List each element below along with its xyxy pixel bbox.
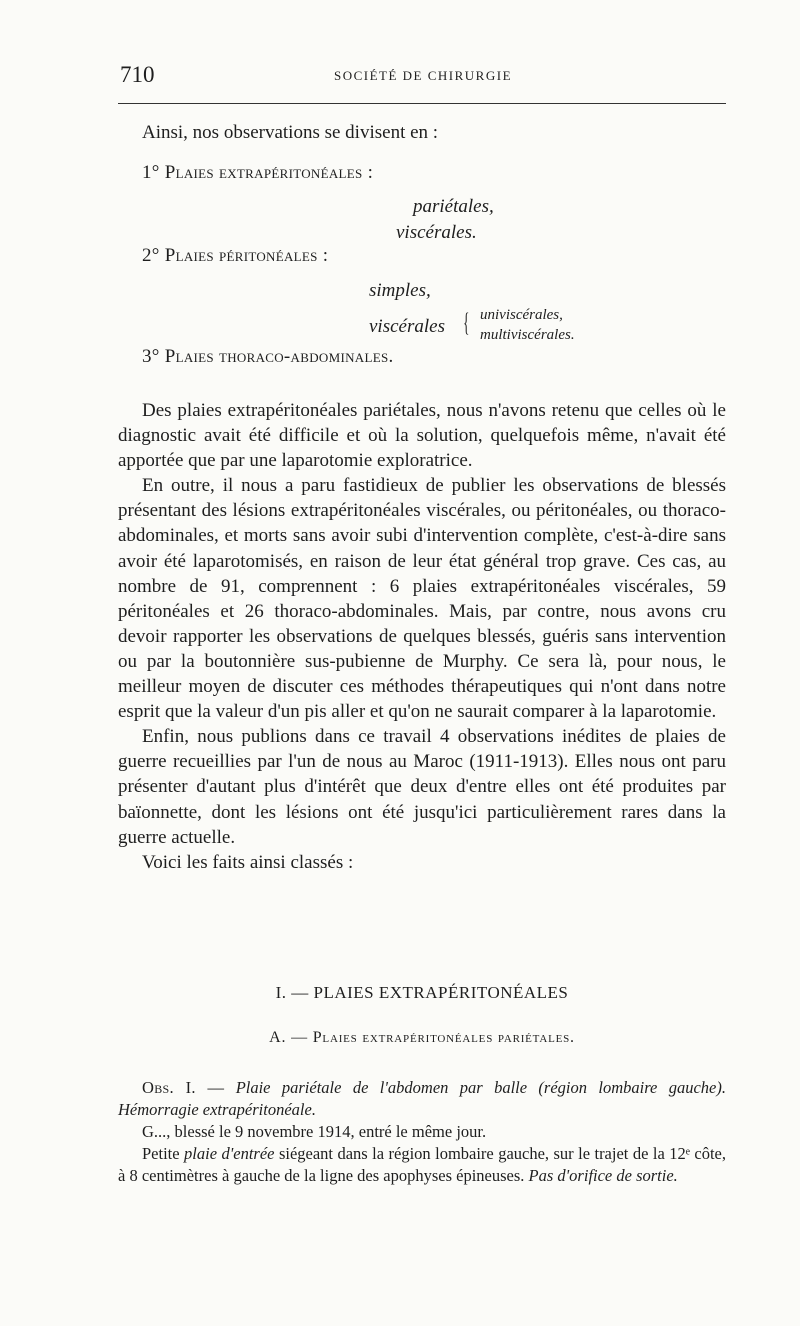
section-heading: I. — PLAIES EXTRAPÉRITONÉALES — [275, 983, 569, 1002]
paragraph-4: Voici les faits ainsi classés : — [142, 851, 354, 873]
running-title: SOCIÉTÉ DE CHIRURGIE — [333, 68, 513, 83]
page-number: 710 — [120, 62, 155, 87]
page-header — [120, 62, 726, 92]
observation-line-1: G..., blessé le 9 novembre 1914, entré le même jour. — [142, 1122, 487, 1141]
subsection-heading: A. — Plaies extrapéritonéales pariétales. — [269, 1029, 575, 1046]
paragraph-2: En outre, il nous a paru fastidieux de publier les observations de blessés présentant des lésions extrapéritonéales viscérales, ou péritonéales, ou thoraco-abdominales, et morts sans avoir subi d'intervention complète, c'est-à-dire sans avoir été laparotomisés, en raison de leur état général trop grave. Ces cas, au nombre de 91, comprennent : 6 plaies extrapéritonéales viscérales, 59 péritonéales et 26 thoraco-abdominales. Mais, par contre, nous avons cru devoir rapporter les observations de quelques blessés, guéris sans intervention ou par la boutonnière sus-pubienne de Murphy. Ce sera là, pour nous, le meilleur moyen de discuter ces méthodes thérapeutiques qui n'ont dans notre esprit que la valeur d'un pis aller et qu'on ne saurait comparer à la laparotomie. — [118, 475, 726, 723]
body-text — [118, 398, 726, 875]
observation-line-2-italic: plaie d'entrée — [184, 1144, 275, 1163]
observation-heading — [118, 1077, 726, 1121]
observation-label: Obs. I. — — [142, 1078, 225, 1097]
class-item-1: 1° Plaies extrapéritonéales : — [142, 162, 374, 183]
observation-line-2 — [118, 1143, 726, 1187]
class-item-1-sub-1: pariétales, — [413, 196, 494, 217]
intro-line: Ainsi, nos observations se divisent en : — [142, 122, 439, 143]
observation-block — [118, 1077, 726, 1187]
class-item-1-sub-2: viscérales. — [396, 222, 477, 243]
class-item-2-sub-2: viscérales — [369, 316, 445, 337]
observation-line-2-prefix: Petite — [142, 1144, 180, 1163]
class-item-2-sub-2b: multiviscérales. — [480, 327, 575, 343]
brace-icon: { — [463, 308, 470, 337]
class-item-2-sub-2a: univiscérales, — [480, 307, 563, 323]
class-item-3: 3° Plaies thoraco-abdominales. — [142, 346, 394, 367]
observation-line-2-text: siégeant dans la région lombaire gauche, sur le trajet de la 12ᵉ côte, à 8 centimètres à gauche de la ligne des apophyses épineuses. — [118, 1144, 727, 1185]
observation-line-2-end: Pas d'orifice de sortie. — [528, 1166, 678, 1185]
paragraph-3: Enfin, nous publions dans ce travail 4 observations inédites de plaies de guerre recueillies par l'un de nous au Maroc (1911-1913). Elles nous ont paru présenter d'autant plus d'intérêt que deux d'entre elles ont été produites par baïonnette, dont les lésions ont été jusqu'ici particulièrement rares dans la guerre actuelle. — [118, 726, 726, 848]
paragraph-1: Des plaies extrapéritonéales pariétales, nous n'avons retenu que celles où le diagnostic avait été difficile et où la solution, quelquefois même, n'avait été apportée que par une laparotomie exploratrice. — [118, 400, 726, 472]
class-item-2: 2° Plaies péritonéales : — [142, 245, 329, 266]
header-rule — [118, 103, 726, 104]
observation-title: Plaie pariétale de l'abdomen par balle (région lombaire gauche). Hémorragie extrapéritonéale. — [118, 1078, 726, 1119]
class-item-2-sub-1: simples, — [369, 280, 431, 301]
